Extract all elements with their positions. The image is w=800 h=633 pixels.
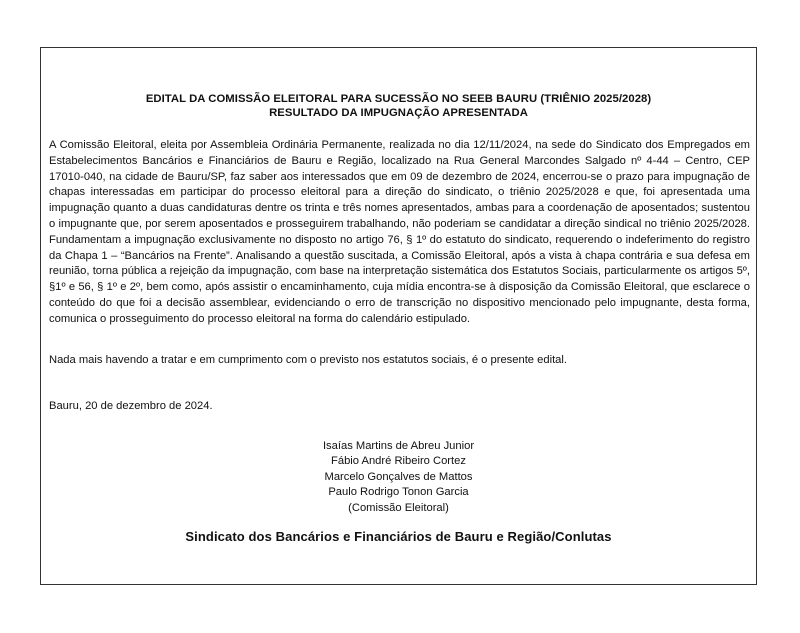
date-line: Bauru, 20 de dezembro de 2024. — [49, 400, 213, 412]
title-line-2: RESULTADO DA IMPUGNAÇÃO APRESENTADA — [269, 106, 528, 119]
signatories-block — [41, 439, 756, 516]
edital-frame — [40, 47, 757, 585]
signatory-name: Fábio André Ribeiro Cortez — [331, 455, 466, 468]
signatory-name: Marcelo Gonçalves de Mattos — [324, 470, 473, 483]
closing-statement: Nada mais havendo a tratar e em cumprimento com o previsto nos estatutos sociais, é o presente edital. — [49, 354, 567, 366]
signatory-name: Isaías Martins de Abreu Junior — [322, 440, 475, 452]
body-paragraph-container — [49, 138, 750, 328]
title-line-1: EDITAL DA COMISSÃO ELEITORAL PARA SUCESSÃO NO SEEB BAURU (TRIÊNIO 2025/2028) — [145, 93, 652, 105]
organization-name: Sindicato dos Bancários e Financiários de Bauru e Região/Conlutas — [185, 529, 612, 544]
signatory-name: Paulo Rodrigo Tonon Garcia — [328, 486, 469, 499]
body-paragraph: A Comissão Eleitoral, eleita por Assembleia Ordinária Permanente, realizada no dia 12/11/2024, na sede do Sindicato dos Empregados em Estabelecimentos Bancários e Financiários de Bauru e Região, localizado na Rua General Marcondes Salgado nº 4-44 – Centro, CEP 17010-040, na cidade de Bauru/SP, faz saber aos interessados que em 09 de dezembro de 2024, encerrou-se o prazo para impugnação de chapas interessadas em participar do processo eleitoral para a direção do sindicato, o triênio 2025/2028 e que, foi apresentada uma impugnação quanto a duas candidaturas dentre os trinta e três nomes apresentados, ambas para a coordenação de aposentados; sustentou o impugnante que, por serem aposentados e prosseguirem trabalhando, não poderiam se candidatar a direção sindical no triênio 2025/2028. Fundamentam a impugnação exclusivamente no disposto no artigo 76, § 1º do estatuto do sindicato, requerendo o indeferimento do registro da Chapa 1 – “Bancários na Frente”. Analisando a questão suscitada, a Comissão Eleitoral, após a vista à chapa contrária e sua defesa em reunião, torna pública a rejeição da impugnação, com base na interpretação sistemática dos Estatutos Sociais, particularmente os artigos 5º, §1º e 56, § 1º e 2º, bem como, após assistir o encaminhamento, cuja mídia encontra-se à disposição da Comissão Eleitoral, que esclarece o conteúdo do que foi a decisão assemblear, evidenciando o erro de transcrição no dispositivo mencionado pelo impugnante, desta forma, comunica o prosseguimento do processo eleitoral na forma do calendário estipulado. — [49, 139, 750, 325]
signatory-role: (Comissão Eleitoral) — [348, 501, 449, 514]
document-title — [41, 93, 756, 120]
